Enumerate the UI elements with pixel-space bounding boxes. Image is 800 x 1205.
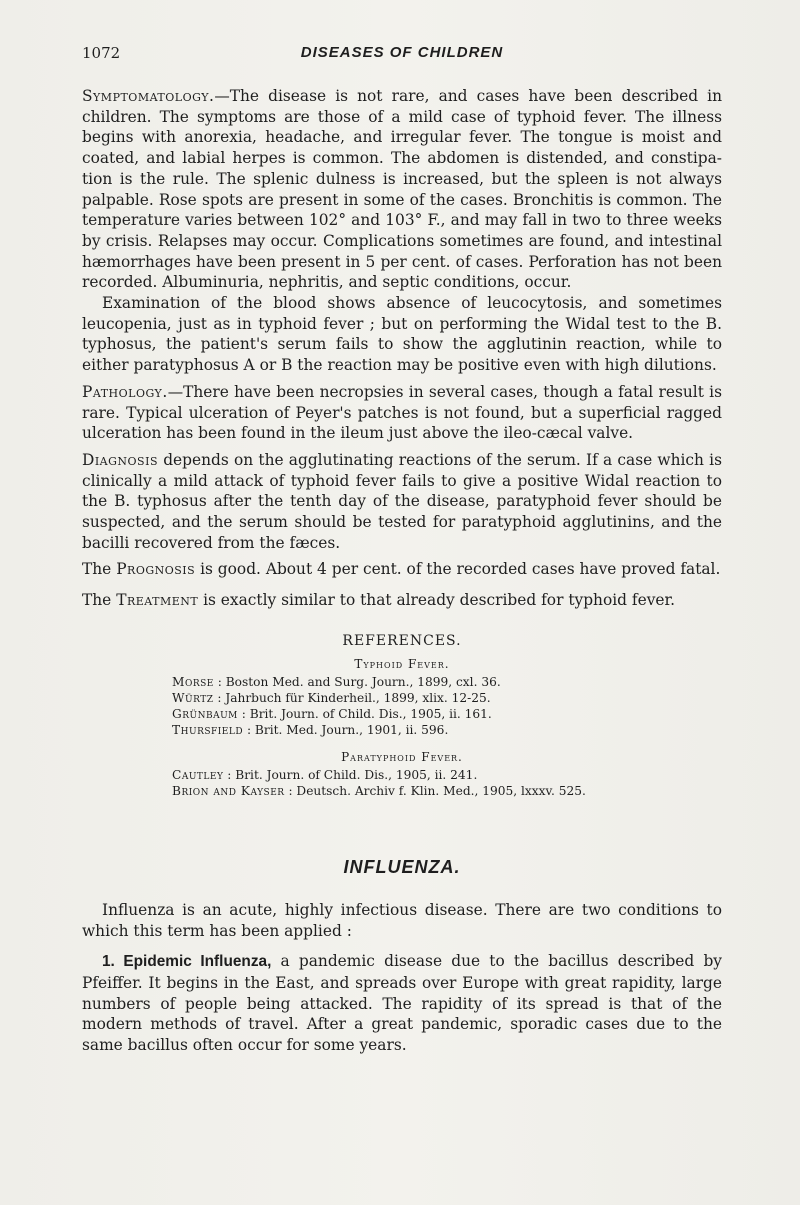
diagnosis-heading: Diagnosis [82, 450, 158, 469]
typhoid-references-heading: Typhoid Fever. [354, 656, 450, 671]
symptomatology-text: —The disease is not rare, and cases have been described in children. The symptoms are those of a mild case of typhoid fever. The illness begins with anorexia, headache, and irregular fever. The tongue is moist and coated, and labial herpes is common. The abdomen is distended, and constipa- tion is the rule. The splenic dulness is increased, but the spleen is not always palpable. Rose spots are present in some of the cases. Bronchitis is common. The temperature varies between 102° and 103° F., and may fall in two to three weeks by crisis. Relapses may occur. Complications sometimes are found, and intestinal hæmorrhages have been present in 5 per cent. of cases. Perforation has not been recorded. Albuminuria, nephritis, and septic conditions, occur. [82, 87, 722, 292]
page-header [82, 44, 722, 66]
treatment-heading: Treatment [116, 591, 199, 610]
influenza-intro-paragraph: Influenza is an acute, highly infectious disease. There are two conditions to which this term has been applied : [82, 900, 722, 940]
reference-entry: Morse : Boston Med. and Surg. Journ., 1899, cxl. 36. [172, 674, 501, 689]
page-number: 1072 [82, 44, 121, 62]
diagnosis-paragraph [82, 450, 722, 554]
symptomatology-paragraph [82, 86, 722, 293]
epidemic-influenza-text: a pandemic disease due to the bacillus described by Pfeiffer. It begins in the East, and spreads over Europe with great rapidity, large numbers of people being attacked. The rapidity of its spread is that of the modern methods of travel. After a great pandemic, sporadic cases due to the same bacillus often occur for some years. [82, 952, 722, 1055]
page-body [82, 86, 722, 1056]
symptomatology-heading: Symptomatology. [82, 87, 215, 105]
epidemic-influenza-label: 1. Epidemic Influenza, [102, 953, 272, 971]
pathology-paragraph [82, 382, 722, 444]
reference-entry: Brion and Kayser : Deutsch. Archiv f. Klin. Med., 1905, lxxxv. 525. [172, 783, 586, 798]
paratyphoid-reference-list [172, 767, 722, 799]
typhoid-reference-list [172, 674, 722, 738]
running-title: DISEASES OF CHILDREN [300, 44, 504, 61]
diagnosis-text: depends on the agglutinating reactions of the serum. If a case which is clinically a mild attack of typhoid fever fails to give a positive Widal reaction to the B. typhosus after the tenth day of the disease, paratyphoid fever should be suspected, and the serum should be tested for paratyphoid agglutinins, and the bacilli recovered from the fæces. [82, 450, 722, 552]
prognosis-heading: Prognosis [116, 560, 196, 579]
reference-entry: Grünbaum : Brit. Journ. of Child. Dis., 1905, ii. 161. [172, 706, 492, 721]
reference-entry: Würtz : Jahrbuch für Kinderheil., 1899, xlix. 12-25. [172, 690, 491, 705]
blood-examination-paragraph: Examination of the blood shows absence of leucocytosis, and sometimes leucopenia, just as in typhoid fever ; but on performing the Widal test to the B. typhosus, the patient's serum fails to show the agglutinin reaction, while to either paratyphosus A or B the reaction may be positive even with high dilutions. [82, 294, 722, 375]
reference-entry: Cautley : Brit. Journ. of Child. Dis., 1905, ii. 241. [172, 767, 478, 782]
epidemic-influenza-paragraph [82, 951, 722, 1056]
pathology-heading: Pathology. [82, 382, 168, 401]
prognosis-text: is good. About 4 per cent. of the recorded cases have proved fatal. [195, 560, 721, 579]
paratyphoid-references-heading: Paratyphoid Fever. [341, 749, 463, 764]
references-title: REFERENCES. [342, 632, 462, 649]
treatment-text: is exactly similar to that already described for typhoid fever. [198, 591, 676, 610]
reference-entry: Thursfield : Brit. Med. Journ., 1901, ii. 596. [172, 722, 449, 737]
prognosis-paragraph: The Prognosis is good. About 4 per cent. of the recorded cases have proved fatal. [82, 560, 721, 579]
treatment-paragraph: The Treatment is exactly similar to that already described for typhoid fever. [82, 591, 676, 610]
influenza-section-title: INFLUENZA. [343, 856, 461, 877]
pathology-text: —There have been necropsies in several cases, though a fatal result is rare. Typical ulceration of Peyer's patches is not found, but a superficial ragged ulceration has been found in the ileum just above the ileo-cæcal valve. [82, 382, 722, 443]
